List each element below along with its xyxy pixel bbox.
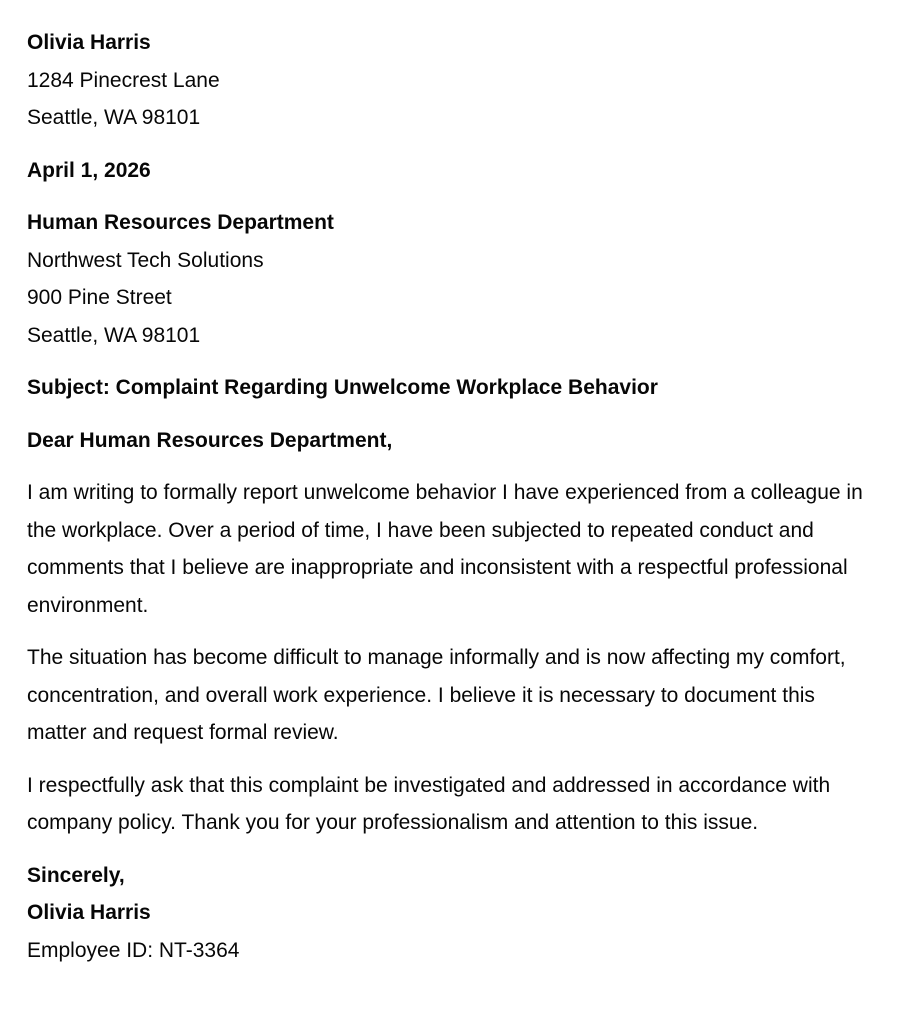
date-block	[27, 152, 875, 190]
salutation: Dear Human Resources Department,	[27, 428, 393, 452]
sender-address-block	[27, 24, 875, 137]
recipient-department: Human Resources Department	[27, 211, 334, 234]
recipient-address-line-2: Seattle, WA 98101	[27, 323, 201, 347]
sender-address-line-2: Seattle, WA 98101	[27, 106, 201, 129]
closing-signoff: Sincerely,	[27, 863, 125, 887]
employee-id: Employee ID: NT-3364	[27, 938, 240, 962]
sender-name: Olivia Harris	[27, 31, 151, 54]
closing-block	[27, 857, 875, 970]
subject-block	[27, 369, 875, 407]
salutation-block	[27, 422, 875, 460]
body-paragraph-1: I am writing to formally report unwelcome behavior I have experienced from a colleague in the workplace. Over a period of time, I have been subjected to repeated conduct and comments that I believe are inappropriate and inconsistent with a respectful professional environment.	[27, 481, 863, 617]
recipient-company: Northwest Tech Solutions	[27, 248, 264, 272]
letter-date: April 1, 2026	[27, 158, 151, 182]
body-paragraph-2: The situation has become difficult to manage informally and is now affecting my comfort, concentration, and overall work experience. I believe it is necessary to document this matter and request formal review.	[27, 646, 846, 744]
body-paragraph-3: I respectfully ask that this complaint be investigated and addressed in accordance with company policy. Thank you for your professionalism and attention to this issue.	[27, 773, 831, 834]
recipient-address-line-1: 900 Pine Street	[27, 286, 172, 309]
sender-address-line-1: 1284 Pinecrest Lane	[27, 68, 220, 92]
subject-line: Subject: Complaint Regarding Unwelcome Workplace Behavior	[27, 376, 658, 399]
recipient-address-block	[27, 204, 875, 354]
signature-name: Olivia Harris	[27, 901, 151, 924]
